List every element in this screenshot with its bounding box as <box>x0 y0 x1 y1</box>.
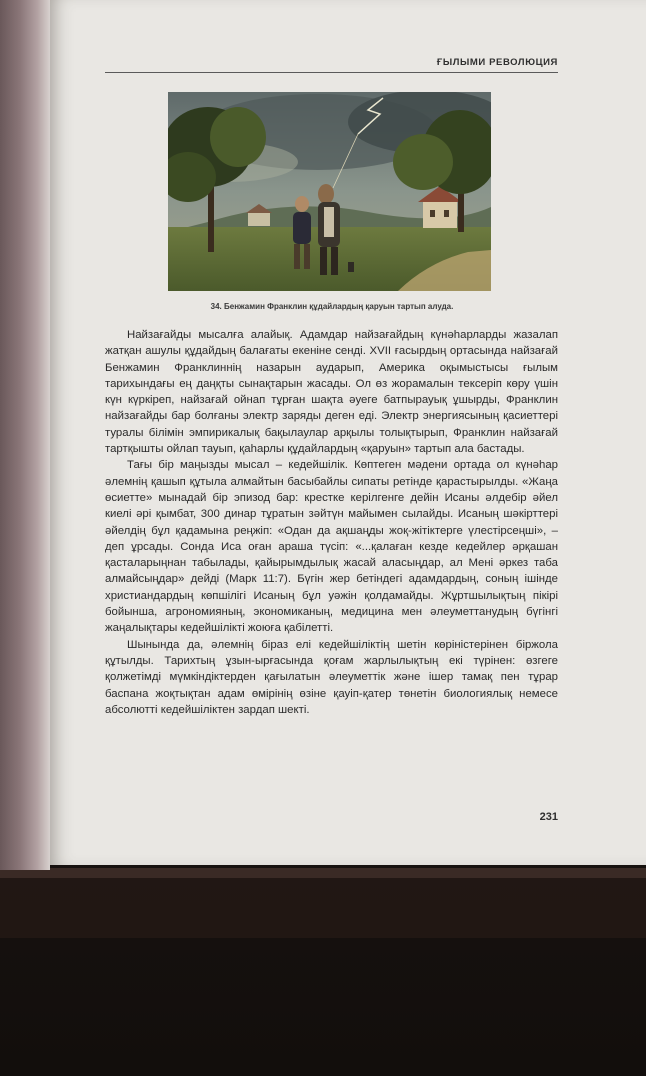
paragraph: Шынында да, әлемнің біраз елі кедейшіліктің шетін көріністерінен біржола құтылды. Тарихтың ұзын-ырғасында қоғам жарлылықтың екі түрінен: өзгеге қолжетімді мүмкіндіктерден қағылатын әлеуметтік және ішер тамақ пен тұрар баспана жоқтықтан адам өмірінің өзіне қауіп-қатер төнетін биологиялық немесе абсолютті кедейшіліктен зардап шекті. <box>105 638 558 716</box>
illustration-svg <box>168 92 491 291</box>
paragraph: Найзағайды мысалға алайық. Адамдар найзағайдың күнәһарларды жазалап жатқан ашулы құдайдың балағаты екеніне сенді. XVII ғасырдың ортасында найзағай Бенжамин Франклиннің назарын аударып, Америка оқымыстысы ғылым тарихындағы ең даңқты сынақтарын жасады. Ол өз жорамалын тексеріп көру үшін күн күркіреп, найзағай ойнап тұрған шақта әуеге батпырауық ұшырды, Франклин найзағайды бар болғаны электр заряды деген еді. Электр энергиясының қасиеттері туралы білімін эмпирикалық бақылаулар арқылы толықтырып, Франклин найзағай тартқышты ойлап тауып, қаһарлы құдайлардың «қаруын» тартып ала бастады. <box>105 329 558 456</box>
paragraph: Тағы бір маңызды мысал – кедейшілік. Көптеген мәдени ортада ол күнәһар әлемнің қашып құтыла алмайтын басыбайлы сипаты ретінде қарастырылды. «Жаңа өсиетте» мынадай бір эпизод бар: крестке керілгенге дейін Исаны әлдебір әйел киелі әрі қымбат, 300 динар тұратын зәйтүн майымен сылайды. Исаның шәкірттері әйелдің бұл қадамына реңжіп: «Одан да ақшаңды жоқ-жітіктерге үлестірсеңші», – деп ұрсады. Сонда Иса оған араша түсіп: «...қалаған кезде кедейлер әрқашан қасталарыңнан табылады, қайырымдылық жасай аласыңдар, ал Мені әркез таба алмайсыңдар» дейді (Марк 11:7). Бүгін жер бетіндегі адамдардың, соның ішінде христиандардың көпшілігі Исаның бұл уәжін қолдамайды. Жұртшылықтың пікірі бойынша, агрономияның, экономиканың, медицина мен әлеуметтанудың бүгінгі жаңалықтары кедейшілікті жоюға қабілетті. <box>105 459 558 635</box>
franklin-kite-illustration <box>168 92 491 291</box>
page-gutter-shadow <box>0 0 50 870</box>
body-text <box>105 327 558 718</box>
page-number: 231 <box>539 811 558 823</box>
header-rule <box>105 72 558 73</box>
figure-caption: 34. Бенжамин Франклин құдайлардың қаруын тартып алуда. <box>210 302 454 311</box>
running-header: ҒЫЛЫМИ РЕВОЛЮЦИЯ <box>436 57 558 68</box>
